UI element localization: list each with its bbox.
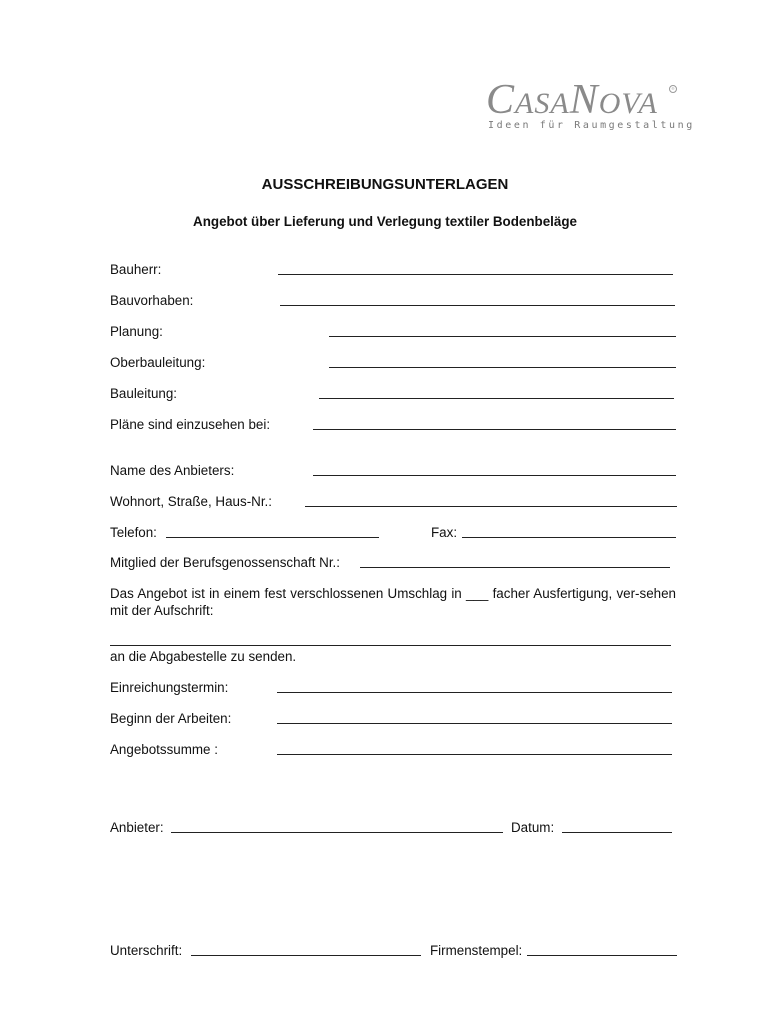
label-anbieter: Anbieter: (110, 820, 164, 835)
label-fax: Fax: (431, 525, 458, 540)
blank-anbieter-name[interactable] (313, 475, 676, 476)
label-anbieter-name: Name des Anbieters: (110, 463, 235, 478)
blank-angebotssumme[interactable] (277, 754, 672, 755)
blank-oberbauleitung[interactable] (329, 367, 676, 368)
logo-tagline: Ideen für Raumgestaltung (488, 120, 695, 131)
label-angebotssumme: Angebotssumme : (110, 742, 218, 757)
blank-fax[interactable] (462, 537, 676, 538)
blank-bauleitung[interactable] (319, 398, 674, 399)
label-bauleitung: Bauleitung: (110, 386, 178, 401)
label-firmenstempel: Firmenstempel: (430, 943, 523, 958)
label-bauherr: Bauherr: (110, 262, 162, 277)
label-wohnort: Wohnort, Straße, Haus-Nr.: (110, 494, 272, 509)
label-berufsgenossenschaft: Mitglied der Berufsgenossenschaft Nr.: (110, 555, 340, 570)
blank-anbieter[interactable] (171, 832, 503, 833)
label-plaene: Pläne sind einzusehen bei: (110, 417, 271, 432)
blank-bauvorhaben[interactable] (280, 305, 675, 306)
blank-plaene[interactable] (313, 429, 676, 430)
blank-beginn[interactable] (277, 723, 672, 724)
blank-planung[interactable] (329, 336, 676, 337)
blank-einreichungstermin[interactable] (277, 692, 672, 693)
logo-c: C (486, 77, 516, 123)
label-planung: Planung: (110, 324, 163, 339)
label-bauvorhaben: Bauvorhaben: (110, 293, 194, 308)
blank-berufsgenossenschaft[interactable] (360, 567, 670, 568)
blank-telefon[interactable] (166, 537, 379, 538)
blank-unterschrift[interactable] (191, 955, 421, 956)
label-einreichungstermin: Einreichungstermin: (110, 680, 229, 695)
logo-n: N (569, 77, 599, 123)
document-subtitle: Angebot über Lieferung und Verlegung textiler Bodenbeläge (193, 214, 577, 229)
envelope-instructions: Das Angebot ist in einem fest verschlossenen Umschlag in ___ facher Ausfertigung, ver-sehen mit der Aufschrift: (110, 586, 676, 618)
send-to-text: an die Abgabestelle zu senden. (110, 649, 297, 664)
registered-mark-icon: ® (669, 85, 677, 93)
casanova-logo (486, 77, 695, 136)
blank-aufschrift[interactable] (110, 645, 671, 646)
blank-wohnort[interactable] (305, 506, 677, 507)
logo-wordmark (486, 77, 658, 124)
logo-asa: ASA (515, 87, 570, 120)
label-beginn: Beginn der Arbeiten: (110, 711, 232, 726)
label-unterschrift: Unterschrift: (110, 943, 183, 958)
label-oberbauleitung: Oberbauleitung: (110, 355, 206, 370)
blank-bauherr[interactable] (278, 274, 673, 275)
blank-firmenstempel[interactable] (527, 955, 677, 956)
blank-datum[interactable] (562, 832, 672, 833)
label-telefon: Telefon: (110, 525, 157, 540)
document-title: AUSSCHREIBUNGSUNTERLAGEN (261, 176, 509, 193)
logo-ova: OVA (598, 87, 658, 120)
label-datum: Datum: (511, 820, 555, 835)
